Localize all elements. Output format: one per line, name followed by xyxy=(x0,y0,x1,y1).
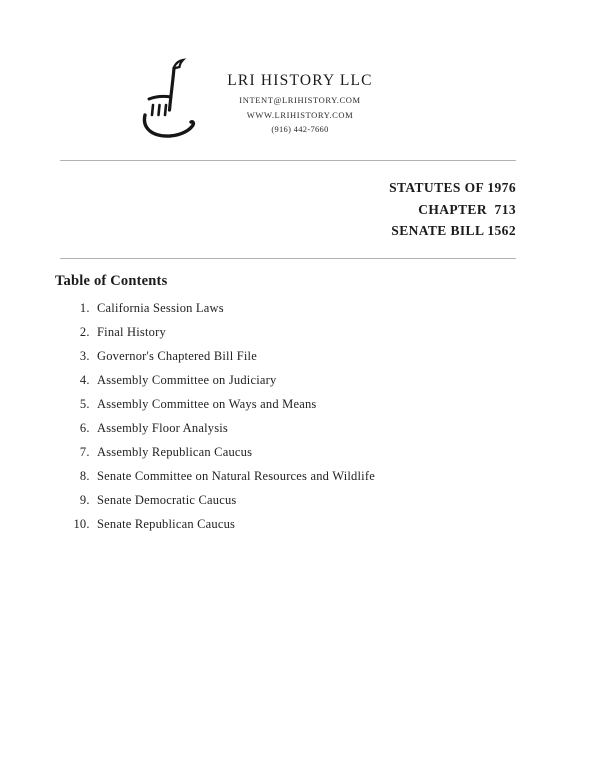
divider-bottom xyxy=(60,258,516,259)
letterhead xyxy=(0,72,600,134)
toc-item: 7. Assembly Republican Caucus xyxy=(93,446,375,459)
toc-item: 4. Assembly Committee on Judiciary xyxy=(93,374,375,387)
toc-list xyxy=(55,302,375,542)
toc-item: 8. Senate Committee on Natural Resources and Wildlife xyxy=(93,470,375,483)
company-email: INTENT@LRIHISTORY.COM xyxy=(239,95,361,105)
chapter-line: CHAPTER 713 xyxy=(418,201,516,217)
company-website: WWW.LRIHISTORY.COM xyxy=(246,110,354,120)
toc-item: 3. Governor's Chaptered Bill File xyxy=(93,350,375,363)
statutes-line: STATUTES OF 1976 xyxy=(389,180,516,195)
toc-item: 5. Assembly Committee on Ways and Means xyxy=(93,398,375,411)
toc-item: 10. Senate Republican Caucus xyxy=(93,518,375,531)
bill-identification-block xyxy=(389,177,516,242)
senate-bill-line: SENATE BILL 1562 xyxy=(391,223,516,238)
divider-top xyxy=(60,160,516,161)
company-phone: (916) 442-7660 xyxy=(271,124,329,134)
toc-item: 6. Assembly Floor Analysis xyxy=(93,422,375,435)
toc-item: 9. Senate Democratic Caucus xyxy=(93,494,375,507)
company-name: LRI HISTORY LLC xyxy=(227,72,373,89)
toc-item: 1. California Session Laws xyxy=(93,302,375,315)
toc-item: 2. Final History xyxy=(93,326,375,339)
toc-title: Table of Contents xyxy=(55,273,168,289)
